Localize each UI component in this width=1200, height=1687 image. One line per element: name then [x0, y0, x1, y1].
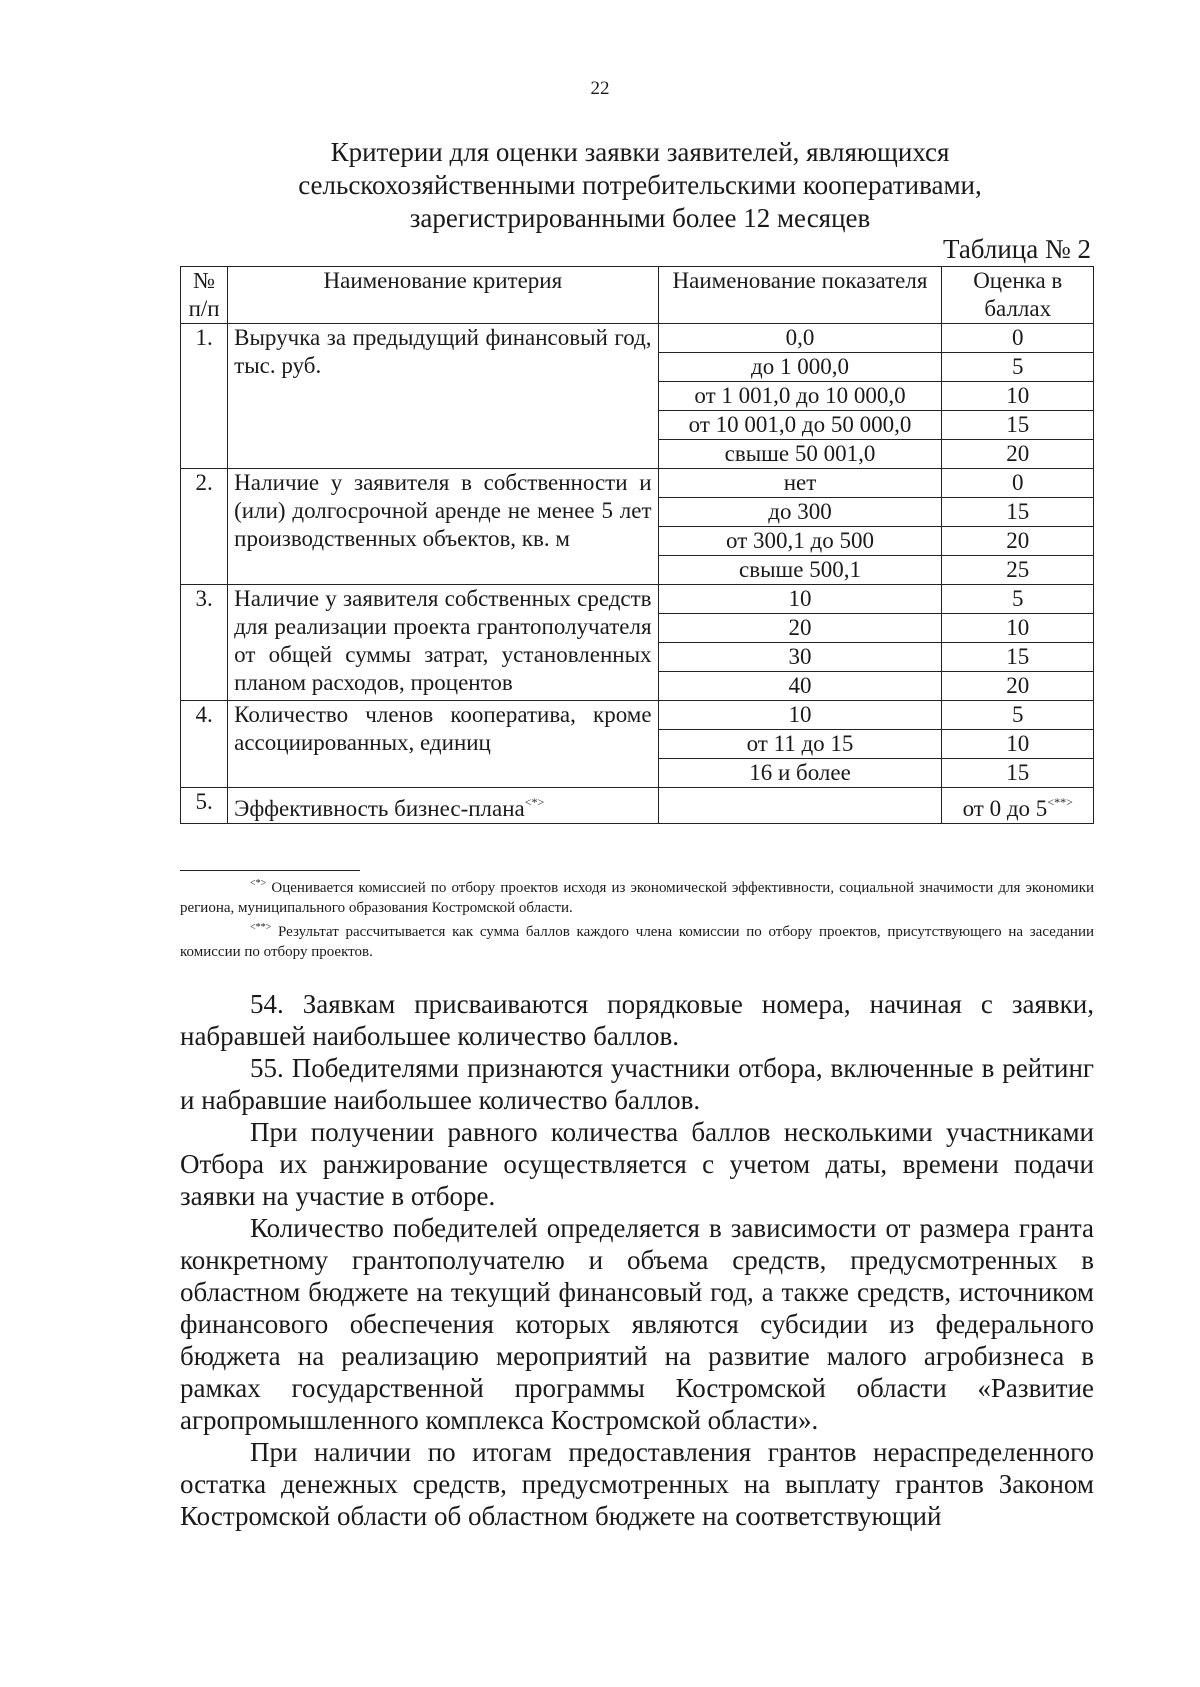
- criterion-name-text: Выручка за предыдущий финансовый год, тыс. руб.: [234, 325, 652, 378]
- score-value: 20: [1006, 528, 1030, 553]
- indicator-cell: от 10 001,0 до 50 000,0: [658, 411, 942, 440]
- score-cell: [942, 411, 1094, 440]
- table-row: [181, 788, 1094, 824]
- score-value: 15: [1006, 499, 1030, 524]
- table-row: [181, 324, 1094, 353]
- indicator-cell: свыше 500,1: [658, 556, 942, 585]
- header-indicator: Наименование показателя: [658, 267, 942, 324]
- criterion-number: 5.: [181, 788, 228, 824]
- criterion-name: [234, 788, 651, 823]
- criterion-name-text: Наличие у заявителя собственных средств для реализации проекта грантополучателя от общей суммы затрат, установленных планом расходов, процентов: [234, 586, 652, 695]
- score-cell: [942, 643, 1094, 672]
- criterion-name-text: Эффективность бизнес-плана: [234, 796, 525, 821]
- footnote-divider: [180, 870, 360, 871]
- score-cell: [942, 498, 1094, 527]
- table-row: [181, 701, 1094, 730]
- table-header-row: [181, 267, 1094, 324]
- indicator-cell: 10: [658, 701, 942, 730]
- header-num: № п/п: [181, 267, 228, 324]
- criterion-name-cell: [228, 788, 658, 824]
- title-line-3: зарегистрированными более 12 месяцев: [409, 203, 871, 233]
- document-title: [190, 136, 1090, 235]
- score-cell: [942, 353, 1094, 382]
- criterion-name-cell: [228, 324, 658, 469]
- table-caption: Таблица № 2: [943, 234, 1091, 264]
- criterion-name: [234, 324, 651, 380]
- paragraph-54: 54. Заявкам присваиваются порядковые номера, начиная с заявки, набравшей наибольшее количество баллов.: [180, 989, 1094, 1051]
- criterion-name-text: Наличие у заявителя в собственности и (или) долгосрочной аренде не менее 5 лет производственных объектов, кв. м: [234, 470, 652, 551]
- indicator-cell: 16 и более: [658, 759, 942, 788]
- criterion-number: 4.: [181, 701, 228, 788]
- indicator-cell: 20: [658, 614, 942, 643]
- score-value: 20: [1006, 441, 1030, 466]
- indicator-cell: 40: [658, 672, 942, 701]
- score-value: 15: [1006, 412, 1030, 437]
- score-footnote-mark: <**>: [1047, 795, 1073, 809]
- indicator-cell: до 1 000,0: [658, 353, 942, 382]
- criterion-number: 2.: [181, 469, 228, 585]
- paragraph-55: 55. Победителями признаются участники отбора, включенные в рейтинг и набравшие наибольшее количество баллов.: [180, 1053, 1094, 1115]
- indicator-cell: 0,0: [658, 324, 942, 353]
- table-body: [181, 324, 1094, 824]
- criterion-name: [234, 469, 651, 553]
- score-value: 5: [1011, 702, 1024, 727]
- score-cell: [942, 527, 1094, 556]
- footnote-2-text: Результат рассчитывается как сумма баллов каждого члена комиссии по отбору проектов, присутствующего на заседании комиссии по отбору проектов.: [180, 924, 1095, 960]
- footnote-2: [180, 918, 1094, 962]
- indicator-cell: до 300: [658, 498, 942, 527]
- score-value: 10: [1006, 731, 1030, 756]
- score-value: 10: [1006, 383, 1030, 408]
- title-line-1: Критерии для оценки заявки заявителей, являющихся: [330, 137, 950, 167]
- score-value: 10: [1006, 615, 1030, 640]
- score-cell: [942, 585, 1094, 614]
- score-value: 5: [1011, 586, 1024, 611]
- score-value: 25: [1006, 557, 1030, 582]
- indicator-cell: нет: [658, 469, 942, 498]
- title-line-2: сельскохозяйственными потребительскими кооперативами,: [298, 170, 982, 200]
- criterion-name: [234, 701, 651, 757]
- score-value: 15: [1006, 644, 1030, 669]
- score-cell: [942, 556, 1094, 585]
- criterion-number: 3.: [181, 585, 228, 701]
- score-value: 0: [1011, 470, 1024, 495]
- indicator-cell: [658, 788, 942, 824]
- score-value: 5: [1011, 354, 1024, 379]
- footnote-1-text: Оценивается комиссией по отбору проектов исходя из экономической эффективности, социальной значимости для экономики региона, муниципального образования Костромской области.: [180, 880, 1095, 916]
- score-cell: [942, 382, 1094, 411]
- score-cell: [942, 759, 1094, 788]
- indicator-cell: 10: [658, 585, 942, 614]
- score-cell: [942, 730, 1094, 759]
- footnotes: [180, 874, 1094, 962]
- indicator-cell: 30: [658, 643, 942, 672]
- criterion-number: 1.: [181, 324, 228, 469]
- score-cell: [942, 440, 1094, 469]
- header-score: Оценка в баллах: [942, 267, 1094, 324]
- criteria-table: [180, 266, 1094, 824]
- score-cell: [942, 788, 1094, 824]
- score-value: 15: [1006, 760, 1030, 785]
- footnote-1: [180, 874, 1094, 918]
- score-value: 0: [1011, 325, 1024, 350]
- score-cell: [942, 614, 1094, 643]
- footnote-1-mark: <*>: [250, 878, 267, 889]
- table-row: [181, 585, 1094, 614]
- score-cell: [942, 469, 1094, 498]
- paragraph-equal-score: При получении равного количества баллов несколькими участниками Отбора их ранжирование осуществляется с учетом даты, времени подачи заявки на участие в отборе.: [180, 1117, 1094, 1211]
- body-text: [180, 988, 1094, 1532]
- score-value: от 0 до 5: [962, 796, 1048, 821]
- table-row: [181, 469, 1094, 498]
- paragraph-winners-count: Количество победителей определяется в зависимости от размера гранта конкретному грантополучателю и объема средств, предусмотренных в областном бюджете на текущий финансовый год, а также средств, источником финансового обеспечения которых являются субсидии из федерального бюджета на реализацию мероприятий на развитие малого агробизнеса в рамках государственной программы Костромской области «Развитие агропромышленного комплекса Костромской области».: [180, 1213, 1094, 1435]
- criterion-footnote-mark: <*>: [524, 795, 545, 809]
- score-value: 20: [1006, 673, 1030, 698]
- indicator-cell: свыше 50 001,0: [658, 440, 942, 469]
- criterion-name-cell: [228, 701, 658, 788]
- criterion-name: [234, 585, 651, 697]
- indicator-cell: от 300,1 до 500: [658, 527, 942, 556]
- indicator-cell: от 11 до 15: [658, 730, 942, 759]
- score-cell: [942, 701, 1094, 730]
- footnote-2-mark: <**>: [250, 922, 272, 933]
- score-cell: [942, 672, 1094, 701]
- score-cell: [942, 324, 1094, 353]
- page-number: 22: [590, 78, 610, 99]
- indicator-cell: от 1 001,0 до 10 000,0: [658, 382, 942, 411]
- criterion-name-text: Количество членов кооператива, кроме ассоциированных, единиц: [234, 702, 652, 755]
- header-criterion: Наименование критерия: [228, 267, 658, 324]
- criterion-name-cell: [228, 585, 658, 701]
- paragraph-remaining-funds: При наличии по итогам предоставления грантов нераспределенного остатка денежных средств, предусмотренных на выплату грантов Законом Костромской области об областном бюджете на соответствующий: [180, 1437, 1094, 1531]
- criterion-name-cell: [228, 469, 658, 585]
